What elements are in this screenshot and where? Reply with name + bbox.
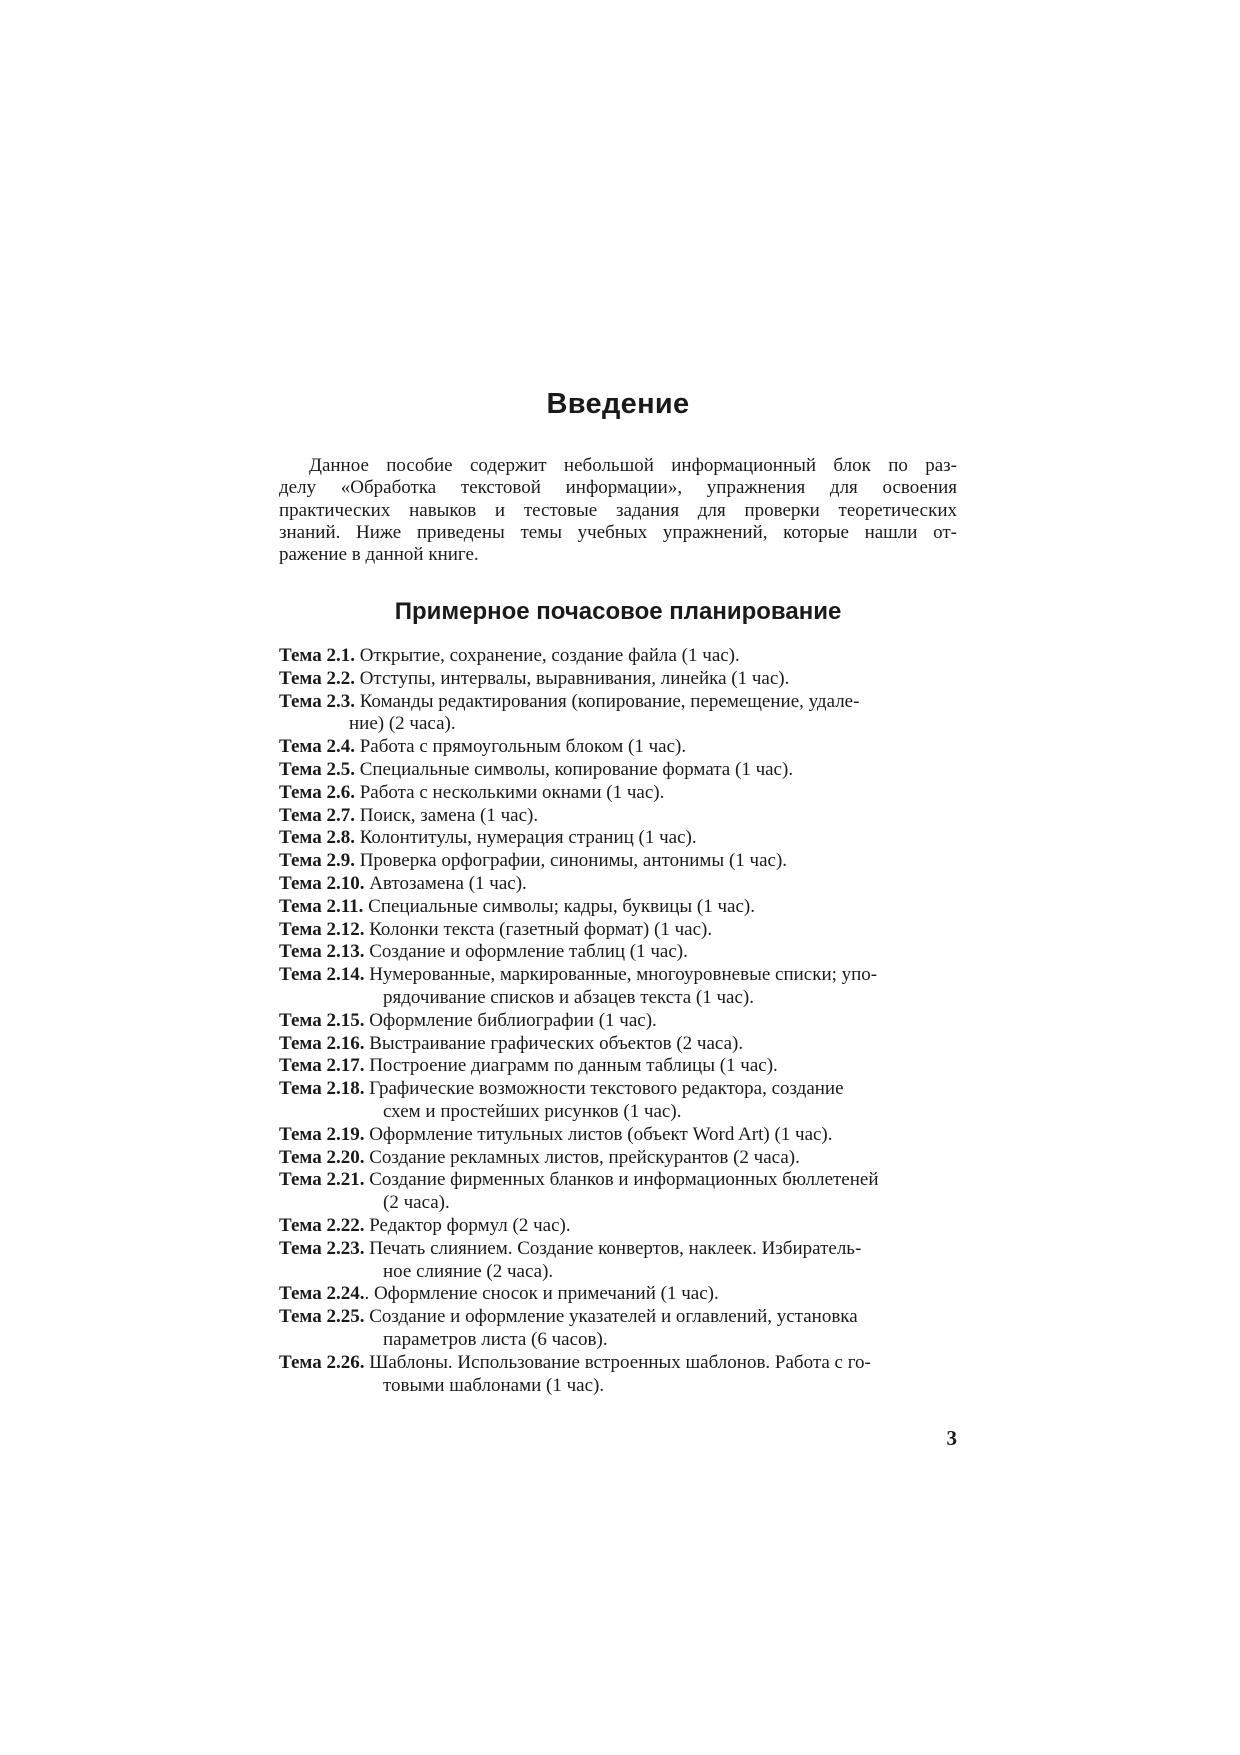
topic-item xyxy=(279,805,957,828)
topic-item xyxy=(279,645,957,668)
topic-text: Создание и оформление таблиц (1 час). xyxy=(369,941,688,963)
topic-text: Редактор формул (2 час). xyxy=(369,1214,571,1236)
topic-text: Печать слиянием. Создание конвертов, наклеек. Избиратель- xyxy=(369,1237,862,1259)
topic-item xyxy=(279,873,957,896)
topic-label: Тема 2.10. xyxy=(279,872,365,894)
topic-label: Тема 2.6. xyxy=(279,781,355,803)
topic-item xyxy=(279,1147,957,1170)
topic-item xyxy=(279,827,957,850)
topic-label: Тема 2.11. xyxy=(279,895,364,917)
topic-text: Колонтитулы, нумерация страниц (1 час). xyxy=(359,827,697,849)
topic-text: Оформление библиографии (1 час). xyxy=(369,1009,657,1031)
topic-label: Тема 2.8. xyxy=(279,827,355,849)
topic-label: Тема 2.1. xyxy=(279,645,355,666)
topic-text: Выстраивание графических объектов (2 часа). xyxy=(369,1032,744,1054)
topic-label: Тема 2.23. xyxy=(279,1237,365,1259)
topic-item xyxy=(279,736,957,759)
paragraph-line: Данное пособие содержит небольшой информационный блок по раз- xyxy=(309,455,957,476)
topic-label: Тема 2.7. xyxy=(279,804,355,826)
topic-text-continuation: схем и простейших рисунков (1 час). xyxy=(383,1100,682,1122)
topic-item xyxy=(279,1238,957,1284)
topic-label: Тема 2.22. xyxy=(279,1214,365,1236)
topic-item xyxy=(279,1169,957,1215)
topic-label: Тема 2.15. xyxy=(279,1009,365,1031)
paragraph-line: практических навыков и тестовые задания для проверки теоретических xyxy=(279,499,957,521)
topic-text: Колонки текста (газетный формат) (1 час). xyxy=(369,918,713,940)
topic-item xyxy=(279,964,957,1010)
topic-label: Тема 2.19. xyxy=(279,1123,365,1145)
topic-label: Тема 2.20. xyxy=(279,1146,365,1168)
topic-text: . Оформление сносок и примечаний (1 час). xyxy=(364,1283,719,1305)
topic-item xyxy=(279,919,957,942)
topic-label: Тема 2.18. xyxy=(279,1078,365,1100)
topic-text: Создание рекламных листов, прейскурантов (2 часа). xyxy=(369,1146,800,1168)
topic-text: Нумерованные, маркированные, многоуровневые списки; упо- xyxy=(369,964,878,986)
topic-label: Тема 2.24. xyxy=(279,1283,365,1305)
topic-text-continuation: рядочивание списков и абзацев текста (1 час). xyxy=(383,986,755,1008)
topic-text: Проверка орфографии, синонимы, антонимы (1 час). xyxy=(359,850,788,872)
topic-label: Тема 2.17. xyxy=(279,1055,365,1077)
topic-label: Тема 2.5. xyxy=(279,758,355,780)
topic-label: Тема 2.25. xyxy=(279,1306,365,1328)
topic-item xyxy=(279,1352,957,1398)
topic-text: Автозамена (1 час). xyxy=(369,872,527,894)
topic-text: Работа с прямоугольным блоком (1 час). xyxy=(359,736,687,758)
topic-item xyxy=(279,1283,957,1306)
topic-item xyxy=(279,1124,957,1147)
topic-text: Графические возможности текстового редактора, создание xyxy=(369,1078,844,1100)
paragraph-line: знаний. Ниже приведены темы учебных упражнений, которые нашли от- xyxy=(279,521,957,543)
topic-text: Специальные символы, копирование формата (1 час). xyxy=(359,758,794,780)
topic-item xyxy=(279,782,957,805)
topic-text: Работа с несколькими окнами (1 час). xyxy=(359,781,665,803)
topic-label: Тема 2.9. xyxy=(279,850,355,872)
topic-text: Отступы, интервалы, выравнивания, линейка (1 час). xyxy=(359,667,790,689)
topic-item xyxy=(279,941,957,964)
topic-item xyxy=(279,1078,957,1124)
topic-text-continuation: параметров листа (6 часов). xyxy=(383,1328,608,1350)
topic-item xyxy=(279,896,957,919)
topic-text-continuation: ние) (2 часа). xyxy=(349,713,456,735)
topic-item xyxy=(279,1306,957,1352)
topic-label: Тема 2.12. xyxy=(279,918,365,940)
planning-heading: Примерное почасовое планирование xyxy=(394,598,842,625)
topic-item xyxy=(279,1010,957,1033)
topic-text-continuation: товыми шаблонами (1 час). xyxy=(383,1374,605,1396)
topic-item xyxy=(279,759,957,782)
topic-item xyxy=(279,1033,957,1056)
topic-label: Тема 2.14. xyxy=(279,964,365,986)
page-title: Введение xyxy=(546,388,690,420)
topic-label: Тема 2.13. xyxy=(279,941,365,963)
intro-paragraph xyxy=(279,455,957,566)
paragraph-line: делу «Обработка текстовой информации», упражнения для освоения xyxy=(279,477,957,499)
topic-list xyxy=(279,645,957,1397)
topic-item xyxy=(279,850,957,873)
topic-text-continuation: ное слияние (2 часа). xyxy=(383,1260,554,1282)
topic-text-continuation: (2 часа). xyxy=(383,1192,450,1214)
topic-text: Оформление титульных листов (объект Word Art) (1 час). xyxy=(369,1123,833,1145)
topic-item xyxy=(279,1215,957,1238)
topic-label: Тема 2.16. xyxy=(279,1032,365,1054)
paragraph-line: ражение в данной книге. xyxy=(279,544,479,566)
topic-text: Специальные символы; кадры, буквицы (1 час). xyxy=(368,895,756,917)
page-number: 3 xyxy=(946,1426,957,1450)
topic-text: Поиск, замена (1 час). xyxy=(359,804,539,826)
topic-text: Команды редактирования (копирование, перемещение, удале- xyxy=(359,690,860,712)
topic-label: Тема 2.26. xyxy=(279,1351,365,1373)
topic-label: Тема 2.2. xyxy=(279,667,355,689)
topic-label: Тема 2.21. xyxy=(279,1169,365,1191)
topic-text: Создание и оформление указателей и оглавлений, установка xyxy=(369,1306,858,1328)
topic-text: Построение диаграмм по данным таблицы (1 час). xyxy=(369,1055,778,1077)
topic-text: Создание фирменных бланков и информационных бюллетеней xyxy=(369,1169,879,1191)
topic-label: Тема 2.3. xyxy=(279,690,355,712)
topic-text: Открытие, сохранение, создание файла (1 час). xyxy=(359,645,740,666)
topic-item xyxy=(279,1055,957,1078)
topic-label: Тема 2.4. xyxy=(279,736,355,758)
topic-item xyxy=(279,691,957,737)
topic-text: Шаблоны. Использование встроенных шаблонов. Работа с го- xyxy=(369,1351,871,1373)
topic-item xyxy=(279,668,957,691)
